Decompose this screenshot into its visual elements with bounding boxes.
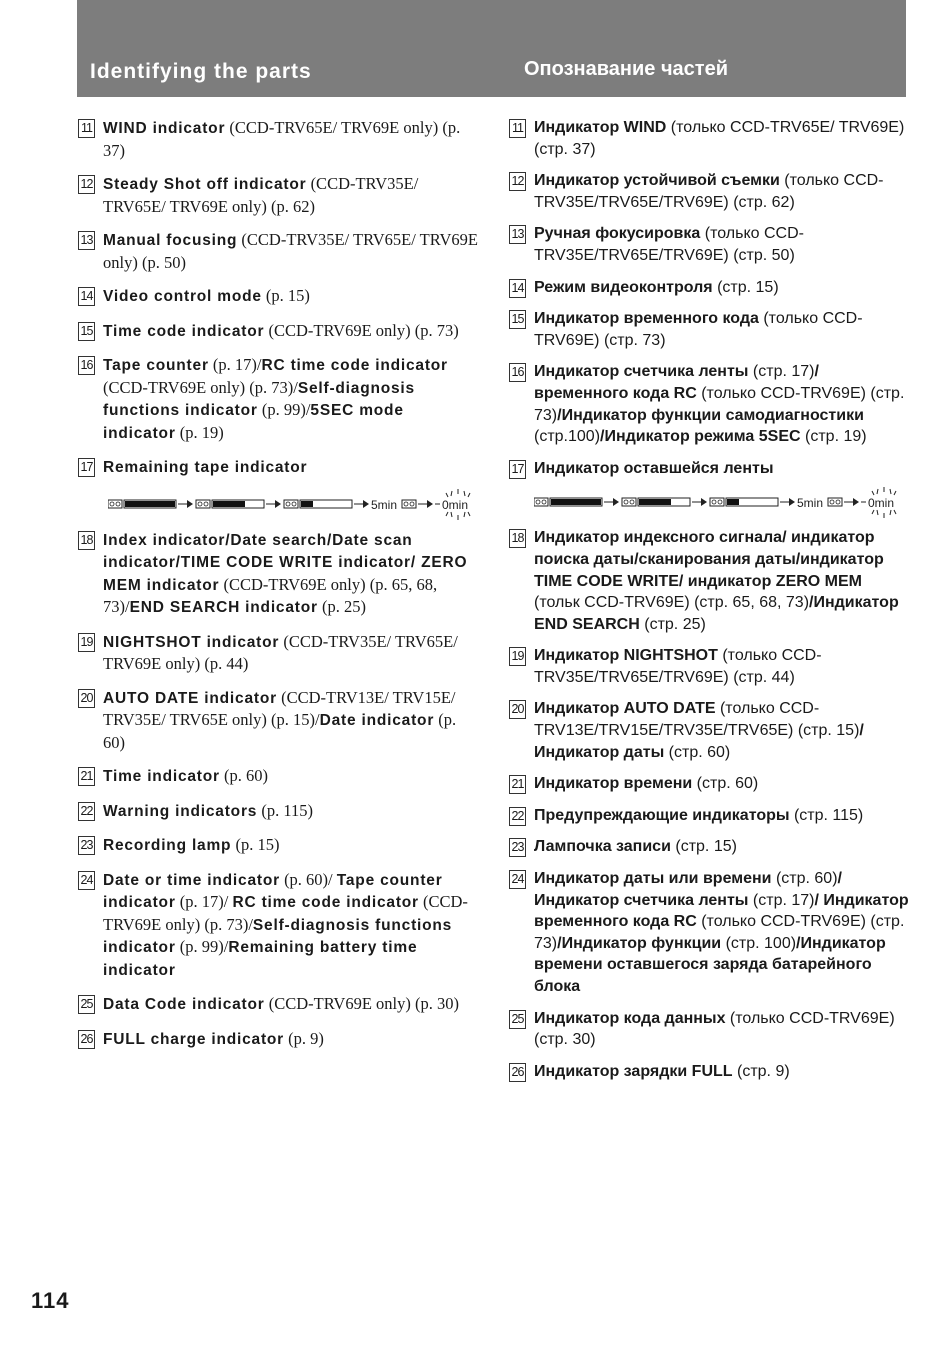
blink-ray bbox=[464, 512, 465, 517]
item-number-box: 17 bbox=[78, 458, 95, 477]
indicator-name: Индикатор устойчивой съемки bbox=[534, 172, 780, 190]
entry-text bbox=[103, 530, 467, 617]
indicator-entry-26 bbox=[78, 1028, 478, 1051]
english-column bbox=[78, 117, 478, 1062]
indicator-name: RC time code indicator bbox=[261, 357, 448, 374]
page-reference: (стр. 115) bbox=[789, 806, 864, 824]
entry-text bbox=[534, 225, 804, 264]
indicator-entry-23 bbox=[78, 834, 478, 857]
page-reference: (только CCD-TRV69E) (стр. 73) bbox=[534, 384, 905, 424]
indicator-name: Индикатор AUTO DATE bbox=[534, 700, 716, 718]
entry-text bbox=[103, 286, 310, 305]
indicator-entry-26 bbox=[509, 1061, 909, 1083]
cassette-icon bbox=[534, 498, 548, 506]
indicator-name: Предупреждающие индикаторы bbox=[534, 806, 790, 824]
blink-ray bbox=[894, 510, 896, 514]
blink-ray bbox=[872, 510, 874, 514]
page-reference: (CCD-TRV35E/ TRV65E/ TRV69E only) (p. 44) bbox=[103, 631, 458, 673]
indicator-name: Индикатор WIND bbox=[534, 119, 667, 136]
entry-text bbox=[534, 279, 779, 296]
cassette-icon bbox=[622, 498, 636, 506]
page-reference: (p. 25) bbox=[317, 597, 366, 616]
page-reference: (только CCD-TRV65E/ TRV69E) (стр. 37) bbox=[534, 119, 905, 158]
entry-text bbox=[534, 310, 863, 349]
indicator-name: /Индикатор даты bbox=[534, 722, 864, 761]
indicator-entry-17 bbox=[78, 456, 478, 479]
arrow-icon-head bbox=[613, 498, 619, 506]
indicator-entry-13 bbox=[509, 223, 909, 266]
page-reference: (стр. 9) bbox=[732, 1062, 790, 1080]
page-reference: (стр. 17) bbox=[748, 891, 815, 909]
entry-text bbox=[534, 870, 909, 995]
indicator-name: /Индикатор времени оставшегося заряда батарейного блока bbox=[534, 934, 886, 995]
tape-diagram-wrapper bbox=[534, 487, 909, 517]
indicator-name: / Индикатор счетчика ленты bbox=[534, 870, 842, 909]
indicator-name: Индикатор временного кода bbox=[534, 310, 759, 328]
indicator-entry-24 bbox=[509, 868, 909, 998]
page-reference: (стр. 60) bbox=[692, 775, 759, 793]
indicator-entry-15 bbox=[509, 308, 909, 351]
item-number-box: 26 bbox=[78, 1030, 95, 1049]
page-reference: (CCD-TRV65E/ TRV69E only) (p. 37) bbox=[103, 118, 461, 160]
blink-ray bbox=[877, 510, 878, 515]
entry-text bbox=[103, 994, 459, 1013]
remaining-tape-diagram bbox=[534, 487, 904, 519]
item-number-box: 24 bbox=[509, 870, 526, 889]
section-title-english: Identifying the parts bbox=[90, 60, 312, 83]
item-number-box: 22 bbox=[78, 802, 95, 821]
indicator-entry-22 bbox=[78, 800, 478, 823]
arrow-icon-head bbox=[363, 500, 369, 508]
indicator-name: RC time code indicator bbox=[232, 894, 419, 911]
entry-text bbox=[103, 632, 458, 674]
item-number-box: 16 bbox=[509, 363, 526, 382]
indicator-name: WIND indicator bbox=[103, 120, 226, 137]
page-reference: (p. 15) bbox=[261, 286, 310, 305]
indicator-name: /Индикатор функции bbox=[557, 934, 722, 952]
tape-bar-mid-fill bbox=[639, 499, 671, 505]
indicator-name: Индикатор оставшейся ленты bbox=[534, 459, 774, 477]
page-reference: (только CCD-TRV69E) (стр. 73) bbox=[534, 913, 905, 952]
indicator-name: Ручная фокусировка bbox=[534, 225, 701, 243]
tape-bar-full-fill bbox=[125, 501, 175, 507]
item-number-box: 13 bbox=[78, 231, 95, 250]
item-number-box: 20 bbox=[78, 689, 95, 708]
entry-text bbox=[534, 363, 904, 445]
indicator-entry-21 bbox=[78, 765, 478, 788]
tape-bar-full-fill bbox=[551, 499, 601, 505]
item-number-box: 12 bbox=[78, 175, 95, 194]
item-number-box: 20 bbox=[509, 700, 526, 719]
item-number-box: 15 bbox=[509, 310, 526, 329]
item-number-box: 23 bbox=[509, 838, 526, 857]
page-reference: (p. 17)/ bbox=[175, 892, 233, 911]
blink-ray bbox=[872, 491, 874, 495]
indicator-entry-13 bbox=[78, 229, 478, 273]
cassette-icon bbox=[284, 500, 298, 508]
indicator-name: /Индикатор режима 5SEC bbox=[600, 428, 801, 446]
indicator-entry-20 bbox=[509, 698, 909, 763]
indicator-entry-19 bbox=[78, 631, 478, 675]
item-number-box: 18 bbox=[509, 529, 526, 548]
page-reference: (p. 60)/ bbox=[279, 869, 337, 889]
indicator-name: Self-diagnosis functions indicator bbox=[103, 916, 453, 956]
indicator-name: Video control mode bbox=[103, 288, 262, 305]
section-title-russian: Опознавание частей bbox=[524, 58, 729, 80]
entry-text bbox=[534, 460, 773, 477]
entry-text bbox=[534, 172, 884, 211]
indicator-name: Self-diagnosis functions indicator bbox=[103, 379, 415, 419]
tape-bar-low-fill bbox=[727, 499, 739, 505]
indicator-name: Manual focusing bbox=[103, 232, 238, 249]
entry-text bbox=[103, 457, 307, 476]
indicator-name: FULL charge indicator bbox=[103, 1030, 285, 1048]
indicator-name: Лампочка записи bbox=[534, 838, 671, 856]
indicator-entry-21 bbox=[509, 773, 909, 795]
page-reference: (p. 60) bbox=[219, 766, 268, 785]
tape-bar-mid-fill bbox=[213, 501, 245, 507]
indicator-entry-18 bbox=[78, 529, 478, 619]
entry-text bbox=[534, 700, 864, 760]
indicator-entry-24 bbox=[78, 869, 478, 982]
item-number-box: 12 bbox=[509, 172, 526, 191]
item-number-box: 22 bbox=[509, 807, 526, 826]
indicator-name: Recording lamp bbox=[103, 837, 232, 854]
page-reference: (стр.100) bbox=[534, 428, 601, 446]
page-reference: (только CCD-TRV35E/TRV65E/TRV69E) (стр. 50) bbox=[534, 225, 804, 264]
indicator-name: Date indicator bbox=[319, 712, 435, 729]
item-number-box: 16 bbox=[78, 356, 95, 375]
indicator-name: /Индикатор END SEARCH bbox=[534, 594, 899, 633]
indicator-name: Tape counter bbox=[103, 357, 209, 374]
indicator-entry-25 bbox=[78, 993, 478, 1016]
item-number-box: 19 bbox=[509, 647, 526, 666]
item-number-box: 19 bbox=[78, 633, 95, 652]
blink-ray bbox=[446, 512, 448, 516]
entry-text bbox=[534, 838, 737, 855]
entry-text bbox=[103, 870, 468, 979]
label-5min: 5min bbox=[371, 497, 398, 512]
indicator-name: Индикатор даты или времени bbox=[534, 870, 772, 888]
page-reference: (стр. 100) bbox=[721, 934, 797, 952]
page-reference: (p. 17)/ bbox=[208, 355, 262, 374]
blink-ray bbox=[877, 489, 878, 494]
item-number-box: 24 bbox=[78, 871, 95, 890]
indicator-entry-22 bbox=[509, 805, 909, 827]
indicator-name: END SEARCH indicator bbox=[129, 599, 318, 616]
indicator-name: Index indicator/Date search/Date scan indicator/TIME CODE WRITE indicator/ ZERO MEM indicator bbox=[103, 531, 468, 594]
indicator-entry-23 bbox=[509, 836, 909, 858]
cassette-icon bbox=[710, 498, 724, 506]
russian-column bbox=[509, 117, 909, 1092]
indicator-name: Remaining tape indicator bbox=[103, 459, 308, 476]
entry-text bbox=[534, 647, 822, 686]
page-reference: (стр. 15) bbox=[712, 278, 779, 296]
item-number-box: 18 bbox=[78, 531, 95, 550]
indicator-entry-25 bbox=[509, 1008, 909, 1051]
item-number-box: 21 bbox=[509, 775, 526, 794]
page-reference: (CCD-TRV69E only) (p. 73)/ bbox=[103, 892, 468, 934]
indicator-entry-11 bbox=[509, 117, 909, 160]
entry-text bbox=[534, 1063, 790, 1080]
indicator-name: Warning indicators bbox=[103, 802, 258, 820]
indicator-entry-16 bbox=[78, 354, 478, 444]
page-number: 114 bbox=[31, 1288, 70, 1313]
indicator-name: Remaining battery time indicator bbox=[103, 939, 418, 979]
entry-text bbox=[534, 775, 758, 792]
item-number-box: 25 bbox=[78, 995, 95, 1014]
indicator-name: 5SEC mode indicator bbox=[103, 402, 404, 442]
page-reference: (CCD-TRV35E/ TRV65E/ TRV69E only) (p. 62) bbox=[103, 174, 419, 216]
indicator-name: Режим видеоконтроля bbox=[534, 278, 713, 296]
page-reference: (только CCD-TRV69E) (стр. 30) bbox=[534, 1009, 895, 1049]
blink-ray bbox=[468, 512, 470, 516]
item-number-box: 17 bbox=[509, 460, 526, 479]
indicator-name: Индикатор индексного сигнала/ индикатор поиска даты/сканирования даты/индикатор TIME CODE WRITE/ индикатор ZERO MEM bbox=[534, 529, 884, 590]
entry-text bbox=[103, 688, 456, 752]
item-number-box: 26 bbox=[509, 1063, 526, 1082]
page-reference: (p. 19) bbox=[175, 422, 224, 442]
indicator-entry-17 bbox=[509, 458, 909, 480]
page-reference: (CCD-TRV13E/ TRV15E/ TRV35E/ TRV65E only) (p. 15)/ bbox=[103, 687, 456, 729]
arrow-icon-head bbox=[701, 498, 707, 506]
entry-text bbox=[103, 355, 448, 442]
page-reference: (стр. 19) bbox=[800, 428, 867, 446]
tape-diagram-wrapper bbox=[108, 489, 478, 519]
indicator-name: Tape counter indicator bbox=[103, 871, 443, 911]
entry-text bbox=[103, 230, 478, 272]
entry-text bbox=[103, 118, 460, 160]
blink-ray bbox=[446, 493, 448, 497]
page-reference: (стр. 60) bbox=[664, 743, 731, 761]
page-reference: (CCD-TRV69E only) (p. 65, 68, 73)/ bbox=[103, 574, 438, 616]
page-reference: (p. 60) bbox=[103, 710, 457, 752]
page-reference: (CCD-TRV69E only) (p. 73)/ bbox=[103, 377, 298, 397]
blink-ray bbox=[890, 510, 891, 515]
indicator-name: Steady Shot off indicator bbox=[103, 176, 307, 193]
arrow-icon-head bbox=[427, 500, 433, 508]
page-reference: (только CCD-TRV69E) (стр. 73) bbox=[534, 310, 863, 349]
indicator-entry-12 bbox=[509, 170, 909, 213]
cassette-icon bbox=[828, 498, 842, 506]
indicator-entry-12 bbox=[78, 173, 478, 217]
indicator-entry-14 bbox=[509, 277, 909, 299]
label-5min: 5min bbox=[797, 496, 824, 511]
section-header bbox=[77, 0, 906, 97]
page-reference: (CCD-TRV35E/ TRV65E/ TRV69E only) (p. 50) bbox=[103, 230, 478, 272]
entry-text bbox=[534, 119, 904, 158]
arrow-icon-head bbox=[187, 500, 193, 508]
item-number-box: 11 bbox=[78, 119, 95, 138]
blink-ray bbox=[451, 491, 452, 496]
entry-text bbox=[534, 807, 863, 824]
item-number-box: 23 bbox=[78, 836, 95, 855]
page-reference: (только CCD-TRV35E/TRV65E/TRV69E) (стр. 44) bbox=[534, 647, 822, 686]
page-reference: (CCD-TRV69E only) (p. 30) bbox=[264, 994, 459, 1013]
indicator-name: / временного кода RC bbox=[534, 363, 819, 402]
page-reference: (тольк CCD-TRV69E) (стр. 65, 68, 73) bbox=[534, 594, 810, 612]
indicator-name: Индикатор NIGHTSHOT bbox=[534, 647, 718, 665]
indicator-entry-11 bbox=[78, 117, 478, 161]
entry-text bbox=[103, 1029, 324, 1048]
indicator-name: Date or time indicator bbox=[103, 871, 280, 889]
page-reference: (только CCD-TRV13E/TRV15E/TRV35E/TRV65E) (стр. 15) bbox=[534, 700, 860, 740]
entry-text bbox=[103, 801, 313, 820]
entry-text bbox=[103, 174, 418, 216]
indicator-entry-19 bbox=[509, 645, 909, 688]
page-reference: (p. 99)/ bbox=[257, 400, 311, 419]
indicator-name: Time code indicator bbox=[103, 322, 265, 340]
page-reference: (p. 9) bbox=[284, 1028, 324, 1048]
page-reference: (стр. 15) bbox=[670, 838, 737, 856]
blink-ray bbox=[468, 493, 470, 497]
indicator-name: AUTO DATE indicator bbox=[103, 689, 277, 707]
item-number-box: 14 bbox=[78, 287, 95, 306]
page-reference: (p. 99)/ bbox=[175, 937, 229, 956]
indicator-name: / Индикатор временного кода RC bbox=[534, 891, 909, 931]
entry-text bbox=[534, 529, 899, 632]
entry-text bbox=[534, 1010, 895, 1049]
item-number-box: 15 bbox=[78, 322, 95, 341]
item-number-box: 21 bbox=[78, 767, 95, 786]
page-reference: (только CCD-TRV35E/TRV65E/TRV69E) (стр. 62) bbox=[534, 172, 884, 211]
entry-text bbox=[103, 321, 459, 340]
indicator-name: Data Code indicator bbox=[103, 996, 265, 1013]
indicator-entry-20 bbox=[78, 687, 478, 754]
page-reference: (стр. 25) bbox=[639, 615, 706, 633]
item-number-box: 14 bbox=[509, 279, 526, 298]
item-number-box: 11 bbox=[509, 119, 526, 138]
cassette-icon bbox=[196, 500, 210, 508]
remaining-tape-diagram bbox=[108, 489, 478, 521]
indicator-name: Индикатор кода данных bbox=[534, 1009, 726, 1027]
arrow-icon-head bbox=[789, 498, 795, 506]
page-reference: (p. 15) bbox=[231, 835, 280, 854]
cassette-icon bbox=[402, 500, 416, 508]
page-reference: (CCD-TRV69E only) (p. 73) bbox=[264, 320, 459, 340]
item-number-box: 25 bbox=[509, 1010, 526, 1029]
indicator-name: Индикатор времени bbox=[534, 775, 693, 793]
indicator-entry-15 bbox=[78, 320, 478, 343]
blink-ray bbox=[451, 512, 452, 517]
label-0min: 0min bbox=[868, 496, 895, 511]
entry-text bbox=[103, 835, 279, 854]
arrow-icon-head bbox=[275, 500, 281, 508]
arrow-icon-head bbox=[853, 498, 859, 506]
label-0min: 0min bbox=[442, 497, 469, 512]
cassette-icon bbox=[108, 500, 122, 508]
blink-ray bbox=[890, 489, 891, 494]
page-reference: (стр. 17) bbox=[748, 363, 815, 381]
indicator-name: Индикатор счетчика ленты bbox=[534, 363, 749, 381]
page-reference: (p. 115) bbox=[257, 800, 313, 820]
blink-ray bbox=[894, 491, 896, 495]
indicator-name: Индикатор зарядки FULL bbox=[534, 1062, 733, 1080]
indicator-entry-16 bbox=[509, 361, 909, 447]
indicator-entry-18 bbox=[509, 527, 909, 635]
indicator-entry-14 bbox=[78, 285, 478, 308]
tape-bar-low-fill bbox=[301, 501, 313, 507]
indicator-name: Time indicator bbox=[103, 768, 220, 785]
item-number-box: 13 bbox=[509, 225, 526, 244]
indicator-name: /Индикатор функции самодиагностики bbox=[557, 406, 864, 424]
entry-text bbox=[103, 766, 268, 785]
indicator-name: NIGHTSHOT indicator bbox=[103, 633, 280, 651]
page-reference: (стр. 60) bbox=[771, 870, 838, 888]
blink-ray bbox=[464, 491, 465, 496]
